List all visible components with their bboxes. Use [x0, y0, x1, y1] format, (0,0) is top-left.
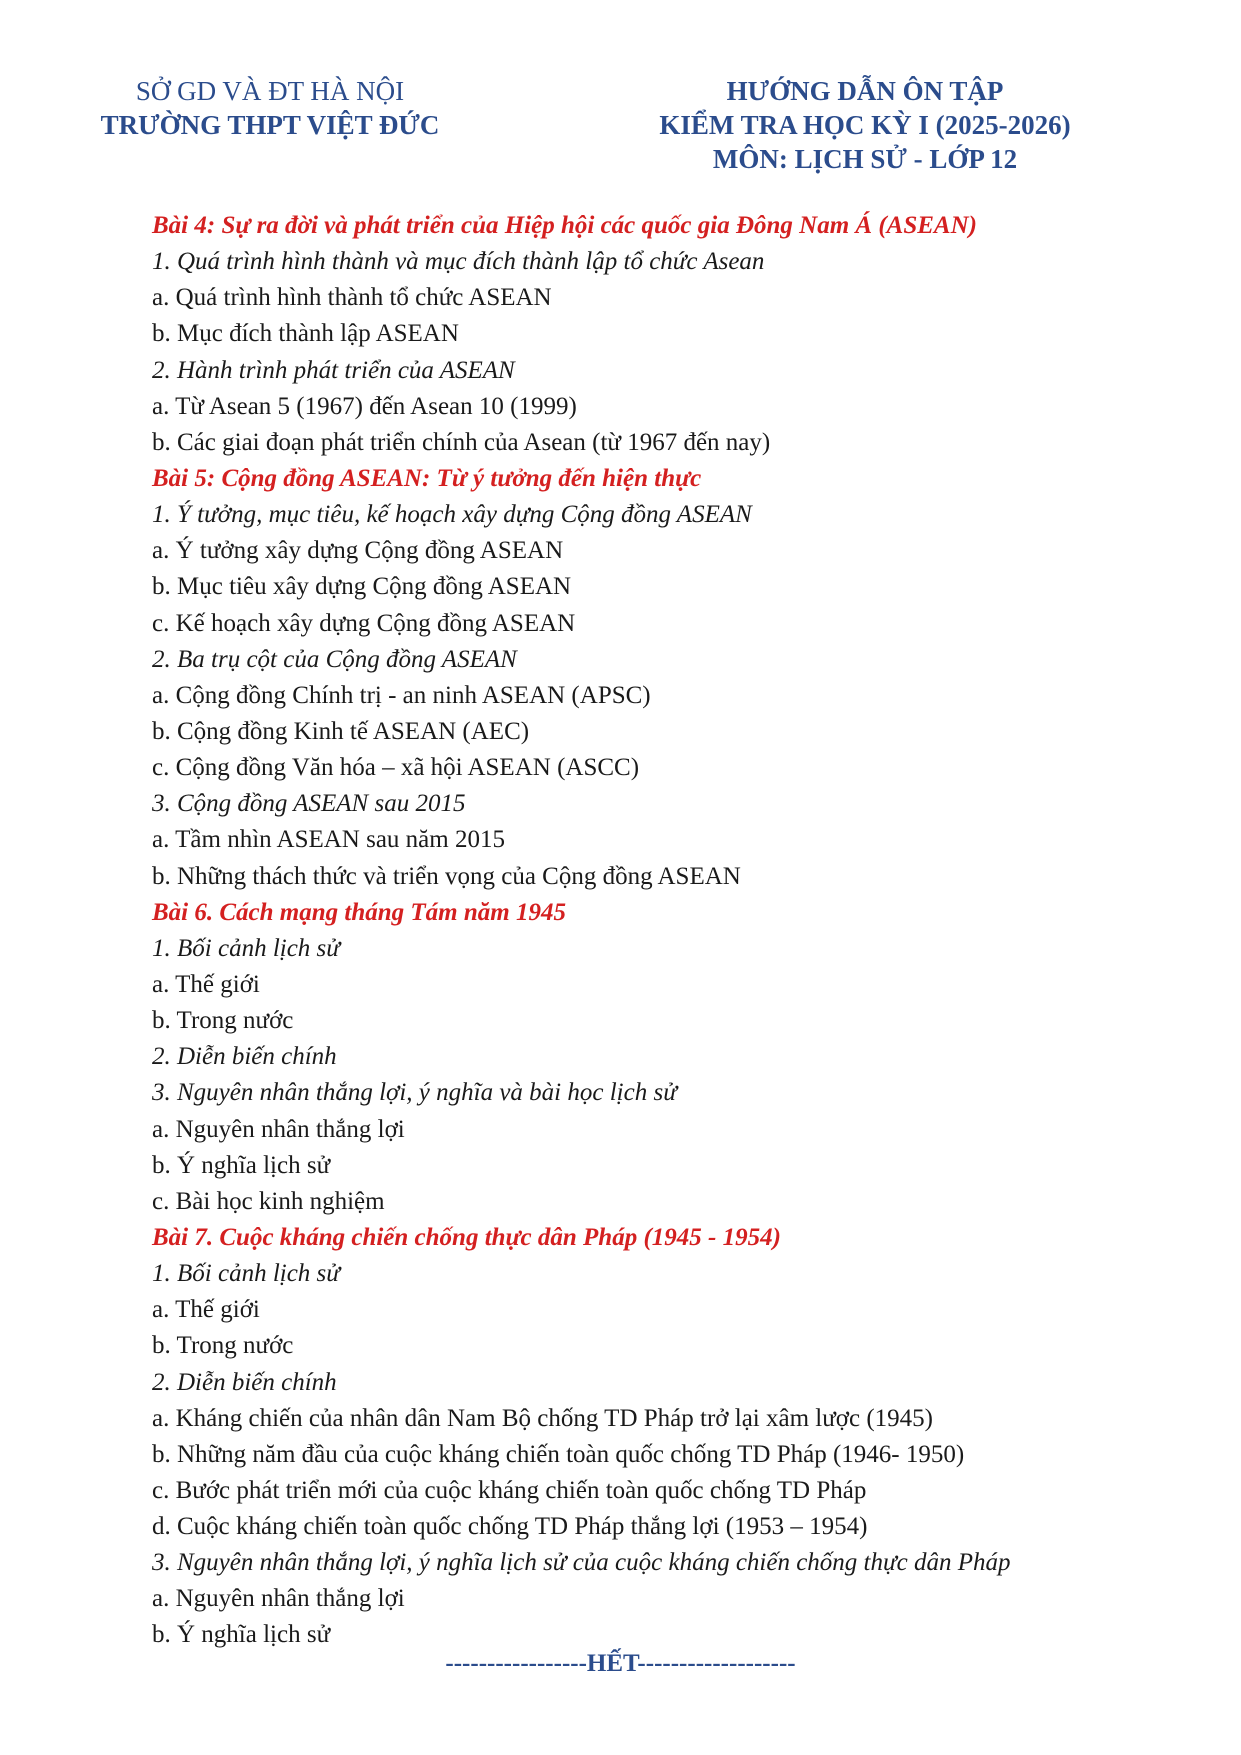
- outline-item: a. Tầm nhìn ASEAN sau năm 2015: [152, 826, 505, 854]
- section-heading: 2. Diễn biến chính: [152, 1368, 337, 1396]
- outline-item: b. Ý nghĩa lịch sử: [152, 1151, 331, 1179]
- title-block: [600, 74, 1130, 176]
- end-marker: -----------------HẾT-------------------: [445, 1650, 796, 1677]
- school-name: TRƯỜNG THPT VIỆT ĐỨC: [100, 110, 440, 140]
- outline-item: b. Những thách thức và triển vọng của Cộng đồng ASEAN: [152, 862, 741, 890]
- outline-item: b. Trong nước: [152, 1007, 294, 1035]
- department-name: SỞ GD VÀ ĐT HÀ NỘI: [135, 76, 405, 106]
- section-heading: 1. Bối cảnh lịch sử: [152, 934, 340, 962]
- outline-item: b. Mục đích thành lập ASEAN: [152, 320, 459, 348]
- section-heading: 3. Cộng đồng ASEAN sau 2015: [152, 790, 466, 818]
- lesson-heading: Bài 4: Sự ra đời và phát triển của Hiệp hội các quốc gia Đông Nam Á (ASEAN): [152, 212, 977, 239]
- outline-item: c. Kế hoạch xây dựng Cộng đồng ASEAN: [152, 609, 576, 637]
- outline-item: a. Ý tưởng xây dựng Cộng đồng ASEAN: [152, 537, 564, 565]
- section-heading: 2. Hành trình phát triển của ASEAN: [152, 356, 515, 384]
- section-heading: 1. Bối cảnh lịch sử: [152, 1260, 340, 1288]
- outline-item: a. Thế giới: [152, 1296, 260, 1324]
- outline-item: b. Các giai đoạn phát triển chính của Asean (từ 1967 đến nay): [152, 428, 771, 456]
- outline-item: a. Quá trình hình thành tổ chức ASEAN: [152, 284, 552, 312]
- subject-line: MÔN: LỊCH SỬ - LỚP 12: [712, 144, 1018, 174]
- school-block: [70, 74, 470, 142]
- outline-item: a. Từ Asean 5 (1967) đến Asean 10 (1999): [152, 392, 577, 420]
- outline-item: c. Bài học kinh nghiệm: [152, 1187, 385, 1215]
- section-heading: 2. Diễn biến chính: [152, 1043, 337, 1071]
- outline-item: d. Cuộc kháng chiến toàn quốc chống TD Pháp thắng lợi (1953 – 1954): [152, 1513, 868, 1541]
- outline-item: a. Cộng đồng Chính trị - an ninh ASEAN (APSC): [152, 681, 651, 709]
- section-heading: 3. Nguyên nhân thắng lợi, ý nghĩa và bài học lịch sử: [152, 1079, 677, 1107]
- lesson-heading: Bài 5: Cộng đồng ASEAN: Từ ý tưởng đến hiện thực: [152, 464, 702, 492]
- section-heading: 1. Ý tưởng, mục tiêu, kế hoạch xây dựng Cộng đồng ASEAN: [152, 501, 752, 529]
- outline-item: a. Kháng chiến của nhân dân Nam Bộ chống TD Pháp trở lại xâm lược (1945): [152, 1404, 933, 1432]
- outline-item: b. Trong nước: [152, 1332, 294, 1360]
- lesson-heading: Bài 7. Cuộc kháng chiến chống thực dân Pháp (1945 - 1954): [152, 1223, 781, 1251]
- exam-title: KIỂM TRA HỌC KỲ I (2025-2026): [659, 110, 1071, 140]
- section-heading: 3. Nguyên nhân thắng lợi, ý nghĩa lịch sử của cuộc kháng chiến chống thực dân Pháp: [152, 1549, 1011, 1577]
- document-title: HƯỚNG DẪN ÔN TẬP: [726, 76, 1004, 106]
- outline-item: c. Cộng đồng Văn hóa – xã hội ASEAN (ASCC): [152, 754, 640, 782]
- outline-item: c. Bước phát triển mới của cuộc kháng chiến toàn quốc chống TD Pháp: [152, 1476, 867, 1504]
- outline-item: a. Thế giới: [152, 970, 260, 998]
- review-outline: [152, 208, 1172, 1654]
- outline-item: b. Những năm đầu của cuộc kháng chiến toàn quốc chống TD Pháp (1946- 1950): [152, 1440, 965, 1468]
- outline-item: a. Nguyên nhân thắng lợi: [152, 1585, 405, 1613]
- lesson-heading: Bài 6. Cách mạng tháng Tám năm 1945: [152, 898, 566, 926]
- outline-item: b. Ý nghĩa lịch sử: [152, 1621, 331, 1649]
- outline-item: b. Cộng đồng Kinh tế ASEAN (AEC): [152, 717, 530, 745]
- section-heading: 2. Ba trụ cột của Cộng đồng ASEAN: [152, 645, 517, 673]
- outline-item: b. Mục tiêu xây dựng Cộng đồng ASEAN: [152, 573, 572, 601]
- section-heading: 1. Quá trình hình thành và mục đích thành lập tổ chức Asean: [152, 248, 765, 276]
- document-header: [0, 74, 1241, 184]
- outline-item: a. Nguyên nhân thắng lợi: [152, 1115, 405, 1143]
